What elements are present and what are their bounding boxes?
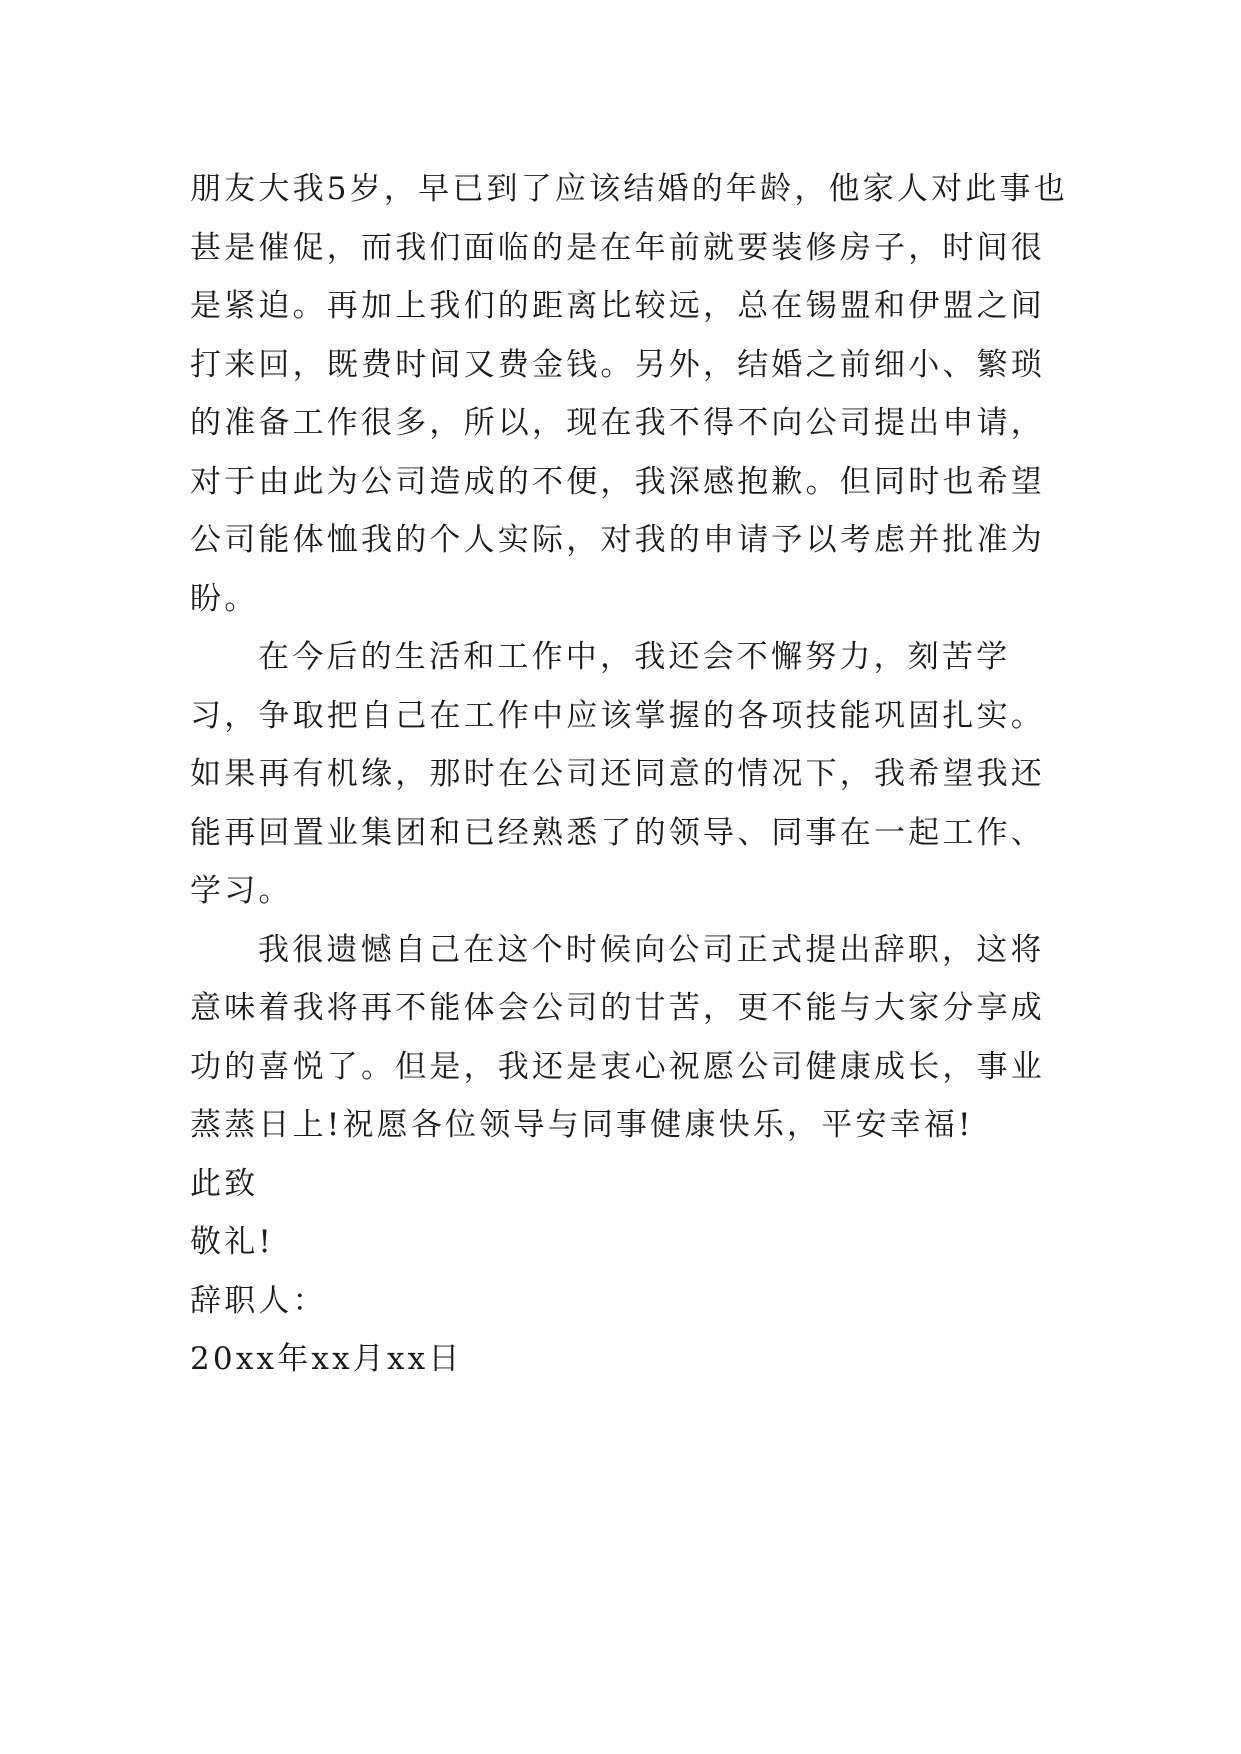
letter-body (190, 160, 1070, 1389)
paragraph-farewell: 我很遗憾自己在这个时候向公司正式提出辞职，这将意味着我将再不能体会公司的甘苦，更不能与大家分享成功的喜悦了。但是，我还是衷心祝愿公司健康成长，事业蒸蒸日上!祝愿各位领导与同事健康快乐，平安幸福! (190, 931, 1045, 1143)
salute-text: 敬礼! (190, 1224, 275, 1260)
paragraph-marriage-reason: 朋友大我5岁，早已到了应该结婚的年龄，他家人对此事也甚是催促，而我们面临的是在年前就要装修房子，时间很是紧迫。再加上我们的距离比较远，总在锡盟和伊盟之间打来回，既费时间又费金钱。另外，结婚之前细小、繁琐的准备工作很多，所以，现在我不得不向公司提出申请，对于由此为公司造成的不便，我深感抱歉。但同时也希望公司能体恤我的个人实际，对我的申请予以考虑并批准为盼。 (190, 171, 1068, 617)
date-line: 20xx年xx月xx日 (190, 1341, 463, 1377)
closing-text: 此致 (190, 1165, 259, 1202)
paragraph-future-hope: 在今后的生活和工作中，我还会不懈努力，刻苦学习，争取把自己在工作中应该掌握的各项技能巩固扎实。如果再有机缘，那时在公司还同意的情况下，我希望我还能再回置业集团和已经熟悉了的领导、同事在一起工作、学习。 (190, 639, 1045, 909)
signer-label: 辞职人： (190, 1282, 327, 1319)
